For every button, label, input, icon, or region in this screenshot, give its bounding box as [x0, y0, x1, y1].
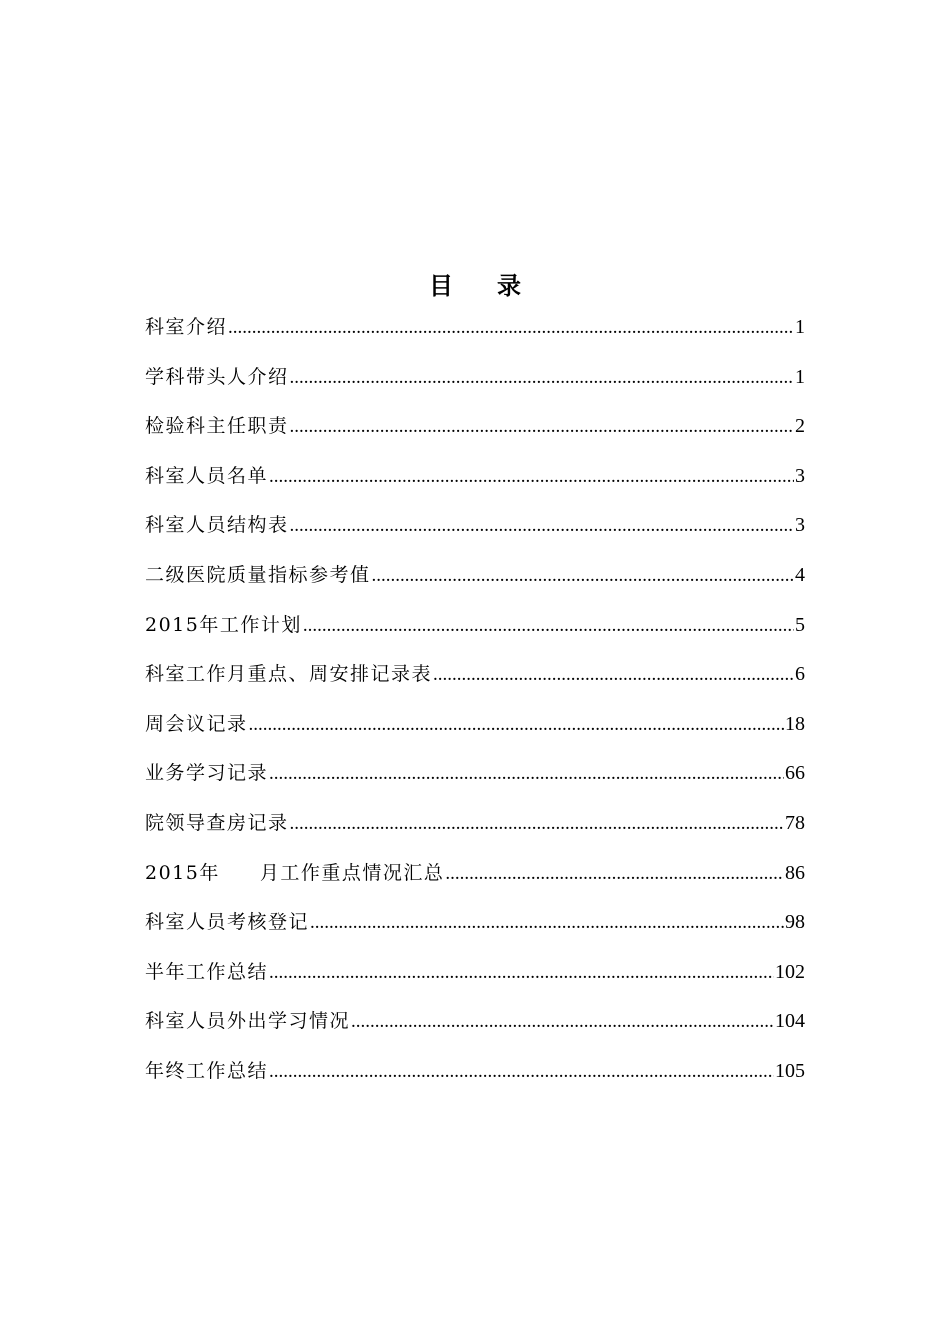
toc-entry-label: 科室人员外出学习情况 [145, 1010, 351, 1033]
toc-entry-page: 2 [795, 415, 805, 438]
toc-entry[interactable] [145, 904, 805, 954]
toc-entry-label-year: 2015年 [145, 861, 220, 884]
toc-entry[interactable] [145, 1053, 805, 1103]
toc-entry-label: 科室人员名单 [145, 464, 269, 487]
toc-entry[interactable] [145, 309, 805, 359]
toc-entry[interactable] [145, 855, 805, 905]
toc-title [0, 266, 950, 306]
toc-entry[interactable] [145, 557, 805, 607]
toc-entry-label: 二级医院质量指标参考值 [145, 563, 371, 586]
toc-entry-label-rest: 月工作重点情况汇总 [259, 861, 445, 884]
toc-entry[interactable] [145, 1003, 805, 1053]
toc-entry[interactable] [145, 805, 805, 855]
toc-entry-label: 科室工作月重点、周安排记录表 [145, 663, 433, 686]
toc-entry-label: 科室人员考核登记 [145, 911, 310, 934]
toc-entry[interactable] [145, 755, 805, 805]
toc-dot-leader [249, 707, 784, 743]
toc-entry-page: 86 [785, 861, 805, 884]
toc-entry[interactable] [145, 954, 805, 1004]
toc-entry-page: 3 [795, 514, 805, 537]
toc-title-part2: 录 [497, 272, 521, 300]
toc-dot-leader [269, 1054, 774, 1090]
toc-entry-page: 5 [795, 613, 805, 636]
toc-entry-page: 104 [775, 1010, 805, 1033]
toc-entry-label: 周会议记录 [145, 712, 248, 735]
toc-entry-label: 学科带头人介绍 [145, 365, 289, 388]
toc-dot-leader [372, 558, 794, 594]
toc-entry-page: 1 [795, 365, 805, 388]
toc-entry-page: 4 [795, 563, 805, 586]
toc-entry-label: 半年工作总结 [145, 960, 269, 983]
toc-entry[interactable] [145, 458, 805, 508]
toc-dot-leader [290, 806, 784, 842]
toc-entry[interactable] [145, 706, 805, 756]
toc-dot-leader [269, 955, 774, 991]
toc-entry-label: 科室介绍 [145, 316, 228, 338]
toc-entry-label: 检验科主任职责 [145, 415, 289, 438]
toc-entry-page: 18 [785, 712, 805, 735]
toc-dot-leader [433, 657, 794, 693]
toc-dot-leader [228, 310, 794, 346]
toc-list [145, 309, 805, 1103]
toc-entry[interactable] [145, 359, 805, 409]
toc-dot-leader [269, 459, 794, 495]
toc-entry[interactable] [145, 507, 805, 557]
toc-dot-leader [310, 905, 784, 941]
toc-dot-leader [303, 608, 794, 644]
toc-entry-label: 年终工作总结 [145, 1059, 269, 1082]
toc-entry[interactable] [145, 607, 805, 657]
toc-dot-leader [290, 508, 794, 544]
toc-entry-label: 院领导查房记录 [145, 811, 289, 834]
toc-entry-page: 3 [795, 464, 805, 487]
toc-dot-leader [445, 856, 784, 892]
toc-entry-page: 105 [775, 1059, 805, 1082]
toc-dot-leader [290, 409, 794, 445]
toc-entry-label: 2015年工作计划 [145, 613, 302, 636]
toc-entry-label [145, 855, 444, 891]
toc-dot-leader [269, 756, 784, 792]
toc-entry-label: 业务学习记录 [145, 762, 269, 785]
toc-entry-page: 6 [795, 663, 805, 686]
toc-dot-leader [351, 1004, 774, 1040]
toc-entry-page: 98 [785, 911, 805, 934]
toc-dot-leader [290, 360, 794, 396]
toc-entry-page: 1 [795, 316, 805, 338]
toc-title-part1: 目 [429, 272, 453, 300]
toc-entry-page: 78 [785, 811, 805, 834]
toc-entry-page: 102 [775, 960, 805, 983]
toc-entry[interactable] [145, 408, 805, 458]
toc-entry-page: 66 [785, 762, 805, 785]
toc-entry-label: 科室人员结构表 [145, 514, 289, 537]
toc-entry[interactable] [145, 656, 805, 706]
